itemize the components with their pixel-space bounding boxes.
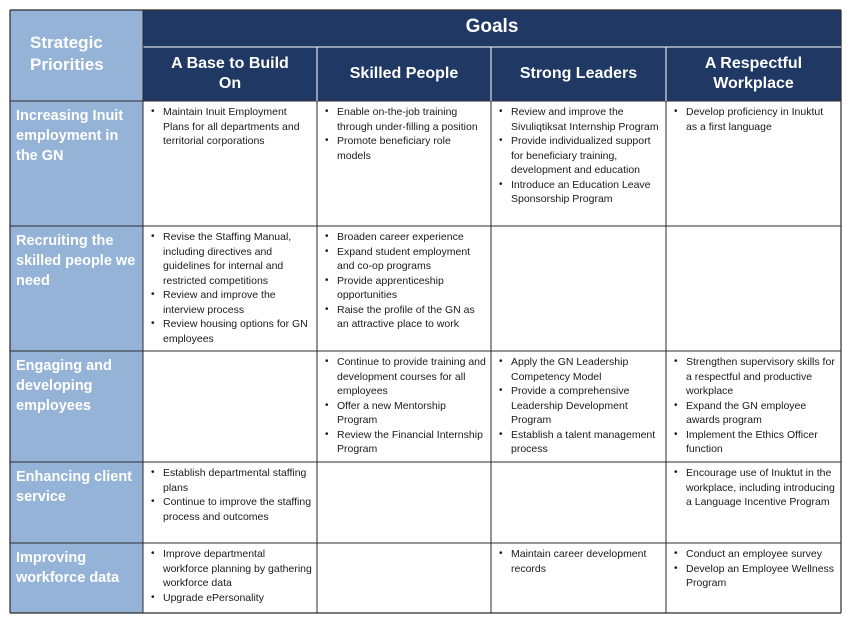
goal-cell [143,226,317,351]
list-item: • Develop proficiency in Inuktut as a first language [672,105,837,134]
goal-cell [666,226,841,351]
list-item: • Raise the profile of the GN as an attractive place to work [323,303,487,332]
list-item: • Improve departmental workforce planning by gathering workforce data [149,547,313,591]
goal-cell [317,101,491,226]
goal-cell [666,101,841,226]
list-item: • Implement the Ethics Officer function [672,428,837,457]
goal-cell [491,543,666,613]
bullet-list [323,105,487,163]
goal-cell [317,462,491,543]
goal-header [491,47,666,101]
list-item: • Provide a comprehensive Leadership Development Program [497,384,662,428]
goal-cell [317,226,491,351]
bullet-list [672,466,837,510]
bullet-list [497,547,662,576]
goal-header-label: A Respectful Workplace [704,55,803,92]
list-item: • Introduce an Education Leave Sponsorship Program [497,178,662,207]
goal-cell [666,462,841,543]
goal-header-label: A Base to Build On [171,55,289,92]
goal-cell [491,462,666,543]
bullet-list [672,105,837,134]
goals-header: Goals [143,10,841,47]
bullet-list [672,355,837,457]
list-item: • Continue to provide training and development courses for all employees [323,355,487,399]
bullet-list [149,547,313,605]
list-item: • Promote beneficiary role models [323,134,487,163]
goal-cell [491,351,666,462]
bullet-list [149,466,313,524]
priority-row-header: Increasing Inuit employment in the GN [10,101,143,226]
priority-row-header: Improving workforce data [10,543,143,613]
list-item: • Encourage use of Inuktut in the workplace, including introducing a Language Incentive Program [672,466,837,510]
bullet-list [323,355,487,457]
priority-row-header: Enhancing client service [10,462,143,543]
list-item: • Enable on-the-job training through under-filling a position [323,105,487,134]
goal-cell [491,226,666,351]
priority-row-header: Engaging and developing employees [10,351,143,462]
goal-header-label: Skilled People [349,65,459,82]
goal-cell [317,543,491,613]
goal-cell [143,543,317,613]
goal-header [666,47,841,101]
list-item: • Provide individualized support for beneficiary training, development and education [497,134,662,178]
list-item: • Expand the GN employee awards program [672,399,837,428]
list-item: • Broaden career experience [323,230,487,245]
bullet-list [497,105,662,207]
list-item: • Continue to improve the staffing process and outcomes [149,495,313,524]
list-item: • Review and improve the Sivuliqtiksat Internship Program [497,105,662,134]
list-item: • Develop an Employee Wellness Program [672,562,837,591]
bullet-list [149,105,313,149]
goal-cell [317,351,491,462]
goal-cell [143,351,317,462]
list-item: • Upgrade ePersonality [149,591,313,606]
strategic-priorities-label: Strategic Priorities [30,33,104,74]
bullet-list [149,230,313,346]
list-item: • Provide apprenticeship opportunities [323,274,487,303]
list-item: • Establish departmental staffing plans [149,466,313,495]
list-item: • Review the Financial Internship Program [323,428,487,457]
list-item: • Maintain Inuit Employment Plans for all departments and territorial corporations [149,105,313,149]
goal-header [317,47,491,101]
list-item: • Revise the Staffing Manual, including directives and guidelines for internal and restricted competitions [149,230,313,288]
goal-header [143,47,317,101]
goal-cell [143,101,317,226]
list-item: • Strengthen supervisory skills for a respectful and productive workplace [672,355,837,399]
list-item: • Apply the GN Leadership Competency Model [497,355,662,384]
list-item: • Conduct an employee survey [672,547,837,562]
list-item: • Review and improve the interview process [149,288,313,317]
goal-cell [143,462,317,543]
list-item: • Expand student employment and co-op programs [323,245,487,274]
goal-header-label: Strong Leaders [519,65,638,82]
list-item: • Review housing options for GN employees [149,317,313,346]
list-item: • Establish a talent management process [497,428,662,457]
bullet-list [323,230,487,332]
goal-cell [491,101,666,226]
goal-cell [666,351,841,462]
goal-cell [666,543,841,613]
priority-row-header: Recruiting the skilled people we need [10,226,143,351]
list-item: • Maintain career development records [497,547,662,576]
bullet-list [672,547,837,591]
strategic-priorities-header [10,10,143,101]
list-item: • Offer a new Mentorship Program [323,399,487,428]
bullet-list [497,355,662,457]
